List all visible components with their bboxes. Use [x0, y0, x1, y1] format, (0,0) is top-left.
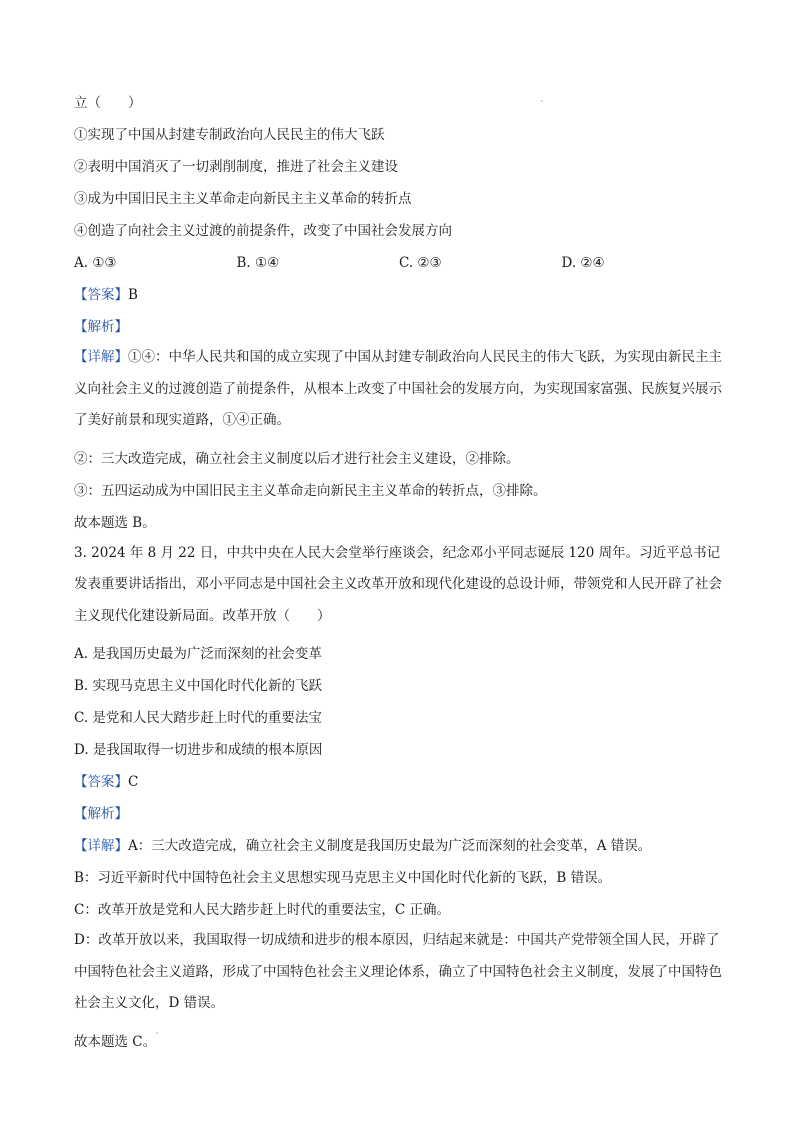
q2-option-a: A. ①③: [74, 255, 117, 271]
q3-option-b: B. 实现马克思主义中国化时代化新的飞跃: [74, 678, 323, 694]
q2-detail-p3: ③：五四运动成为中国旧民主主义革命走向新民主主义革命的转折点，③排除。: [74, 482, 547, 499]
q2-option-c: C. ②③: [399, 255, 442, 271]
q2-conclusion: 故本题选 B。: [74, 514, 156, 531]
q2-detail-tag: 【详解】: [74, 349, 128, 365]
q2-option-d: D. ②④: [561, 255, 605, 271]
q3-stem: 3. 2024 年 8 月 22 日，中共中央在人民大会堂举行座谈会，纪念邓小平同志诞辰 120 周年。习近平总书记发表重要讲话指出，邓小平同志是中国社会主义改革开放和现代化建设的总设计师，带领党和人民开辟了社会主义现代化建设新局面。改革开放（ ）: [74, 544, 722, 624]
q3-conclusion: 故本题选 C。: [74, 1033, 157, 1050]
q2-item-1: ①实现了中国从封建专制政治向人民民主的伟大飞跃: [74, 127, 385, 143]
q2-item-2: ②表明中国消灭了一切剥削制度，推进了社会主义建设: [74, 159, 398, 175]
q2-item-3: ③成为中国旧民主主义革命走向新民主主义革命的转折点: [74, 191, 412, 207]
document-page: [74, 93, 724, 1052]
q2-answer: B: [128, 287, 138, 303]
q3-answer-line: [74, 772, 724, 792]
q2-detail-p2: ②：三大改造完成，确立社会主义制度以后才进行社会主义建设，②排除。: [74, 450, 520, 467]
q2-option-b: B. ①④: [236, 255, 280, 271]
q2-detail-p1-text: ①④：中华人民共和国的成立实现了中国从封建专制政治向人民民主的伟大飞跃，为实现由新民主主义向社会主义的过渡创造了前提条件，从根本上改变了中国社会的发展方向，为实现国家富强、民族复兴展示了美好前景和现实道路，①④正确。: [74, 349, 722, 428]
q3-option-c: C. 是党和人民大踏步赶上时代的重要法宝: [74, 710, 322, 726]
q2-answer-tag: 【答案】: [74, 287, 128, 303]
q3-analysis-tag: 【解析】: [74, 806, 128, 822]
q3-detail-tag: 【详解】: [74, 838, 128, 854]
q3-detail-a: [74, 836, 724, 856]
q3-answer: C: [128, 774, 139, 790]
q3-detail-c: C：改革开放是党和人民大踏步赶上时代的重要法宝，C 正确。: [74, 902, 450, 918]
q2-answer-line: [74, 285, 724, 305]
q3-option-d: D. 是我国取得一切进步和成绩的根本原因: [74, 742, 323, 758]
q2-item-4: ④创造了向社会主义过渡的前提条件，改变了中国社会发展方向: [74, 223, 452, 239]
q3-option-a: A. 是我国历史最为广泛而深刻的社会变革: [74, 646, 322, 662]
q3-detail-d: D：改革开放以来，我国取得一切成绩和进步的根本原因，归结起来就是：中国共产党带领全国人民，开辟了中国特色社会主义道路，形成了中国特色社会主义理论体系，确立了中国特色社会主义制度，发展了中国特色社会主义文化，D 错误。: [74, 932, 722, 1011]
q2-options: [74, 253, 724, 273]
q3-detail-b: B：习近平新时代中国特色社会主义思想实现马克思主义中国化时代化新的飞跃，B 错误。: [74, 870, 612, 886]
q2-detail-p1: [74, 342, 724, 437]
q2-analysis-tag: 【解析】: [74, 319, 128, 335]
q2-stem-end: 立（ ）: [74, 95, 142, 111]
scan-dot: [156, 1032, 158, 1034]
q3-answer-tag: 【答案】: [74, 774, 128, 790]
q3-detail-a-text: A：三大改造完成，确立社会主义制度是我国历史最为广泛而深刻的社会变革，A 错误。: [128, 838, 652, 854]
